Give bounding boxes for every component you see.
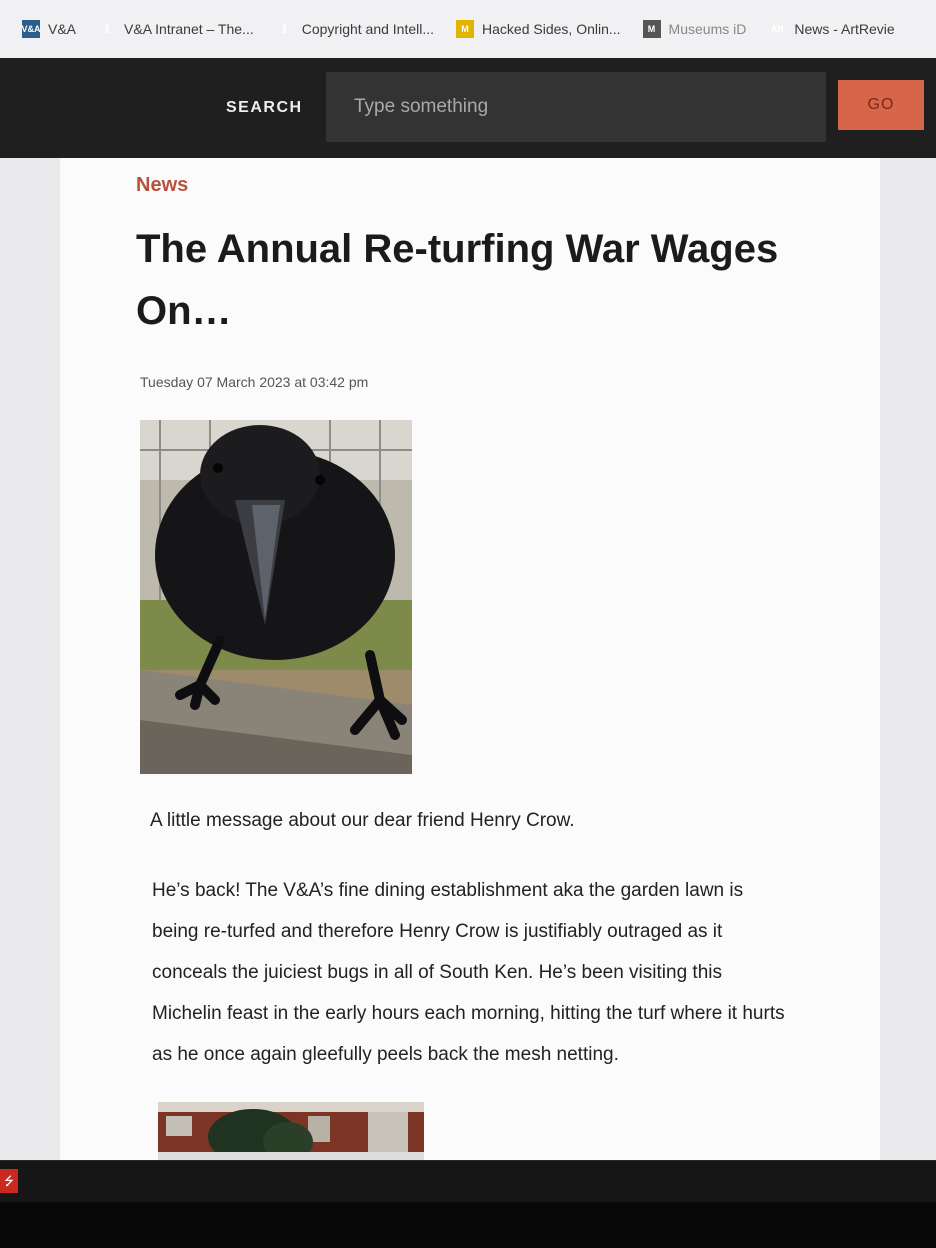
bookmark-va-intranet[interactable]	[98, 20, 254, 38]
crow-photo	[140, 420, 412, 774]
bookmark-label: Copyright and Intell...	[301, 21, 435, 37]
bookmark-label: News - ArtRevie	[794, 21, 895, 37]
taskbar	[0, 1160, 936, 1203]
va-favicon-icon: V&A	[22, 20, 40, 38]
va-intranet-favicon-icon: ⫼	[282, 23, 287, 34]
category-link[interactable]: News	[136, 174, 189, 196]
crow-illustration	[140, 420, 412, 774]
article-lead: A little message about our dear friend Henry Crow.	[150, 810, 575, 831]
bookmark-label: V&A	[48, 21, 77, 37]
bookmark-copyright[interactable]	[276, 20, 434, 38]
search-input[interactable]	[352, 88, 796, 126]
go-button[interactable]: GO	[838, 80, 924, 130]
article-body: He’s back! The V&A’s fine dining establishment aka the garden lawn is being re-turfed and therefore Henry Crow is justifiably outraged as it conceals the juiciest bugs in all of South Ken. He’s been visiting this Michelin feast in the early hours each morning, hitting the turf where it hurts as he once again gleefully peels back the mesh netting.	[152, 880, 785, 1065]
va-intranet-favicon-icon: ⫼	[104, 23, 110, 34]
site-header	[0, 58, 936, 158]
bookmark-artreview[interactable]	[768, 20, 894, 38]
museums-id-favicon-icon: M	[643, 20, 661, 38]
artreview-favicon-icon: AR	[770, 24, 784, 34]
search-label: SEARCH	[226, 99, 303, 116]
monitor-bezel	[0, 1202, 936, 1248]
bookmark-hacked-sides[interactable]	[456, 20, 621, 38]
bookmark-museums-id[interactable]	[643, 20, 747, 38]
bookmark-label: V&A Intranet – The...	[124, 21, 254, 37]
pdf-icon[interactable]: ⭍	[0, 1169, 18, 1193]
search-box	[326, 72, 826, 142]
article-title: The Annual Re-turfing War Wages On…	[136, 227, 779, 333]
article	[60, 158, 880, 1160]
hacked-sides-favicon-icon: M	[456, 20, 474, 38]
bookmarks-bar	[0, 0, 936, 59]
bookmark-va[interactable]	[22, 20, 76, 38]
article-date: Tuesday 07 March 2023 at 03:42 pm	[140, 374, 369, 390]
bookmark-label: Hacked Sides, Onlin...	[482, 21, 621, 37]
bookmark-label: Museums iD	[668, 21, 747, 37]
garden-illustration	[158, 1102, 424, 1160]
garden-photo	[158, 1102, 424, 1160]
